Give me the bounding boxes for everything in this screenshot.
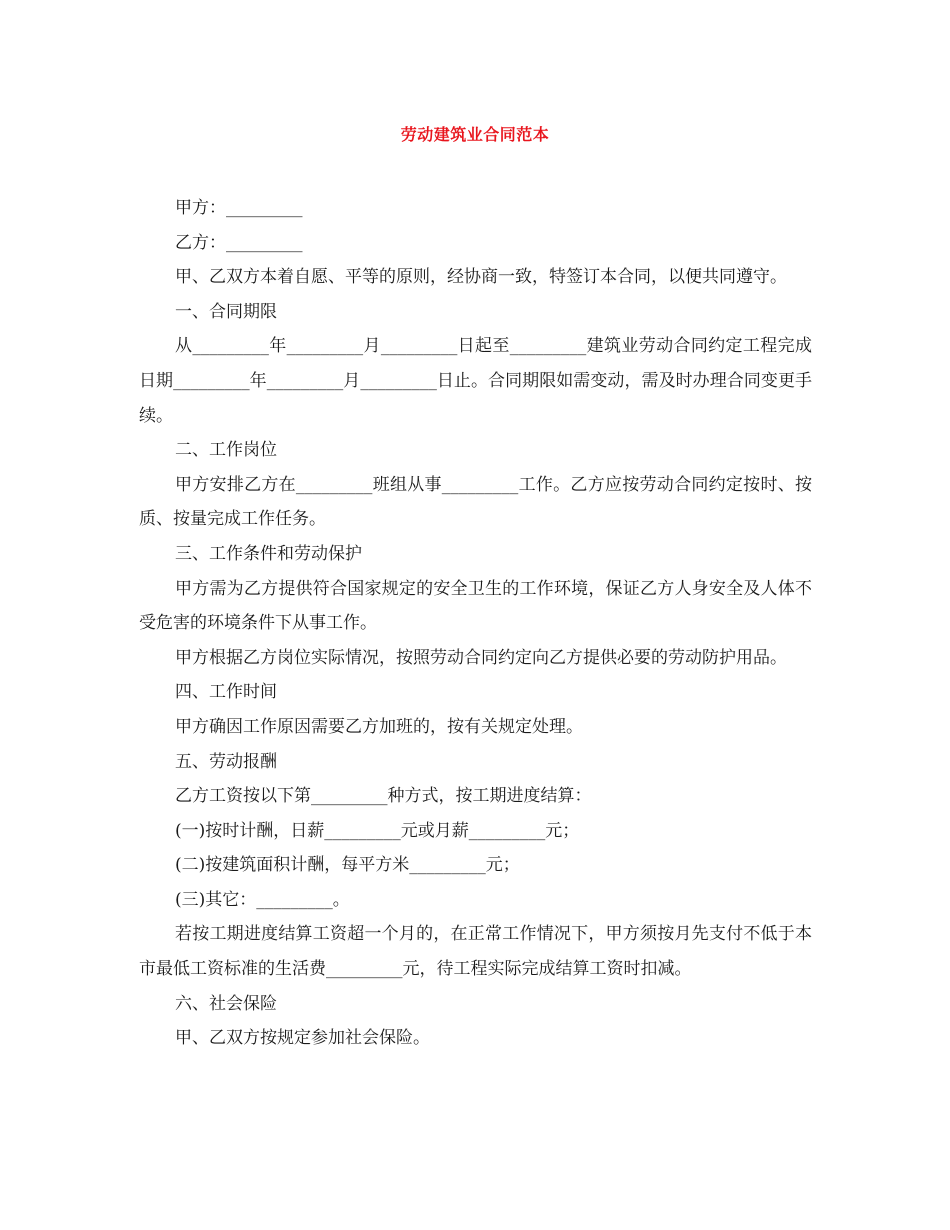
position-paragraph: 甲方安排乙方在_________班组从事_________工作。乙方应按劳动合同约定按时、按质、按量完成工作任务。 (139, 474, 812, 530)
pay-option-3: (三)其它：_________。 (175, 889, 350, 910)
section-heading-position: 二、工作岗位 (175, 440, 277, 461)
insurance-paragraph: 甲、乙双方按规定参加社会保险。 (175, 1028, 430, 1049)
preamble-paragraph: 甲、乙双方本着自愿、平等的原则，经协商一致，特签订本合同，以便共同遵守。 (175, 267, 787, 288)
pay-advance-paragraph: 若按工期进度结算工资超一个月的，在正常工作情况下，甲方须按月先支付不低于本市最低工资标准的生活费_________元，待工程实际完成结算工资时扣减。 (139, 924, 812, 980)
section-heading-pay: 五、劳动报酬 (175, 751, 277, 772)
party-a-line: 甲方：_________ (175, 198, 303, 218)
party-b-line: 乙方：_________ (175, 232, 303, 253)
document-body (139, 191, 812, 1056)
pay-option-1: (一)按时计酬，日薪_________元或月薪_________元； (175, 820, 580, 841)
term-paragraph: 从_________年_________月_________日起至_________建筑业劳动合同约定工程完成日期_________年_________月_________日止。合同期限如需变动，需及时办理合同变更手续。 (139, 336, 812, 426)
hours-paragraph: 甲方确因工作原因需要乙方加班的，按有关规定处理。 (175, 716, 583, 737)
section-heading-term: 一、合同期限 (175, 301, 277, 322)
conditions-paragraph-2: 甲方根据乙方岗位实际情况，按照劳动合同约定向乙方提供必要的劳动防护用品。 (175, 647, 787, 668)
conditions-paragraph-1: 甲方需为乙方提供符合国家规定的安全卫生的工作环境，保证乙方人身安全及人体不受危害的环境条件下从事工作。 (139, 578, 812, 634)
section-heading-insurance: 六、社会保险 (175, 993, 277, 1014)
pay-option-2: (二)按建筑面积计酬，每平方米_________元； (175, 855, 520, 876)
pay-paragraph: 乙方工资按以下第_________种方式，按工期进度结算： (175, 786, 592, 807)
section-heading-hours: 四、工作时间 (175, 682, 277, 703)
section-heading-conditions: 三、工作条件和劳动保护 (175, 543, 362, 564)
document-title: 劳动建筑业合同范本 (400, 125, 550, 144)
